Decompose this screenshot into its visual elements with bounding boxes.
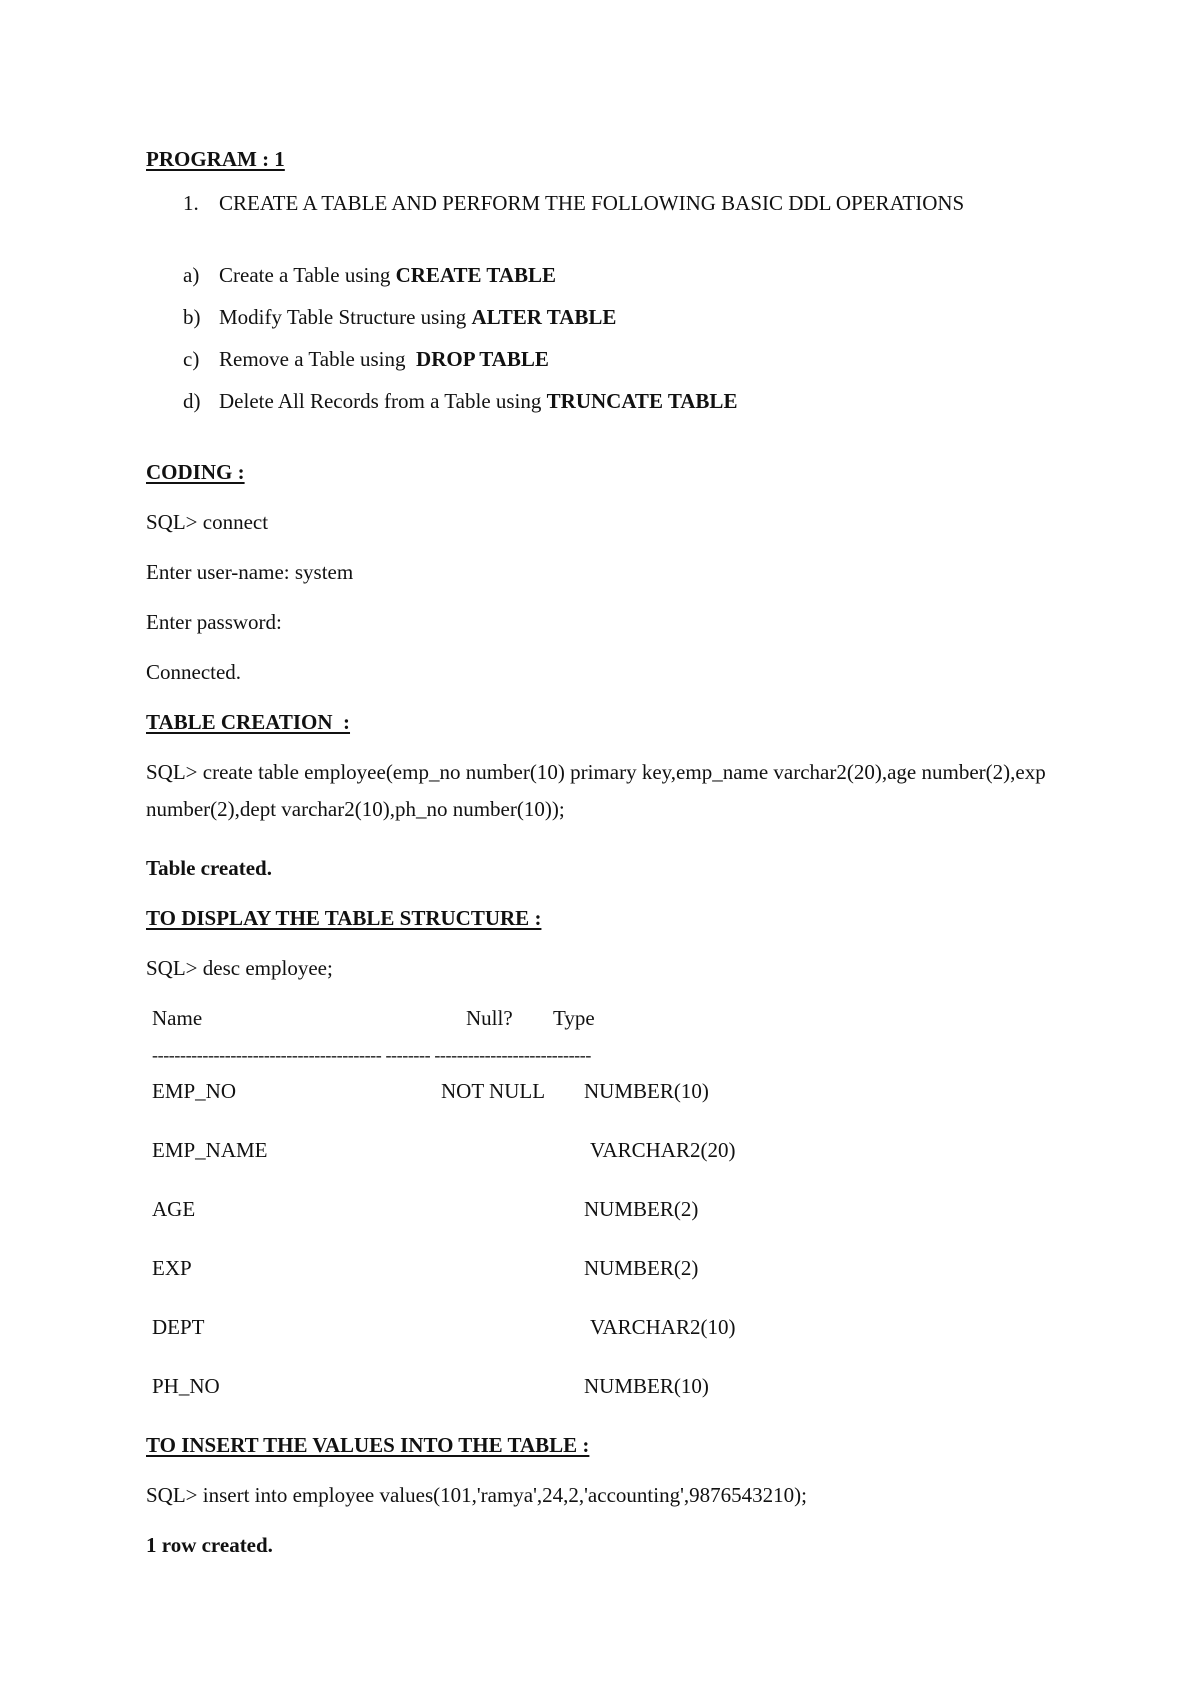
list-item-keyword: ALTER TABLE [471,305,617,329]
task-number: 1. [183,191,199,215]
code-line: SQL> connect [146,510,269,534]
table-row-name: EMP_NAME [152,1138,268,1162]
list-item [219,262,556,288]
col-header-name: Name [152,1006,203,1030]
code-line: Enter password: [146,610,282,634]
table-row-type: NUMBER(10) [584,1374,709,1398]
list-item [219,346,549,372]
table-creation-heading: TABLE CREATION : [146,710,351,734]
list-item-marker: d) [183,389,201,413]
list-item-text: Create a Table using [219,263,396,287]
list-item [219,388,737,414]
list-item-keyword: CREATE TABLE [395,263,557,287]
insert-result: 1 row created. [146,1533,273,1557]
table-row-name: EMP_NO [152,1079,237,1103]
list-item [219,304,616,330]
insert-command: SQL> insert into employee values(101,'ramya',24,2,'accounting',9876543210); [146,1483,807,1507]
table-row-type: NUMBER(2) [584,1197,699,1221]
list-item-text: Modify Table Structure using [219,305,472,329]
task-text: CREATE A TABLE AND PERFORM THE FOLLOWING BASIC DDL OPERATIONS [219,191,965,215]
list-item-marker: c) [183,347,200,371]
table-row-type: NUMBER(2) [584,1256,699,1280]
coding-heading: CODING : [146,460,245,484]
table-row-type: VARCHAR2(10) [590,1315,736,1339]
table-row-type: NUMBER(10) [584,1079,709,1103]
table-row-name: PH_NO [152,1374,220,1398]
table-row-name: DEPT [152,1315,205,1339]
table-row-name: AGE [152,1197,196,1221]
separator-line: ----------------------------------------- -------- ---------------------------- [152,1045,591,1065]
list-item-text: Remove a Table using [219,347,417,371]
list-item-keyword: TRUNCATE TABLE [546,389,738,413]
create-result: Table created. [146,856,272,880]
col-header-null: Null? [466,1006,513,1030]
create-sql-line-1: SQL> create table employee(emp_no number(10) primary key,emp_name varchar2(20),age number(2),exp [146,760,1046,784]
col-header-type: Type [553,1006,595,1030]
list-item-marker: b) [183,305,201,329]
create-sql-line-2: number(2),dept varchar2(10),ph_no number(10)); [146,797,565,821]
code-line: Connected. [146,660,242,684]
table-row-type: VARCHAR2(20) [590,1138,736,1162]
table-row-null: NOT NULL [441,1079,546,1103]
list-item-marker: a) [183,263,200,287]
program-title: PROGRAM : 1 [146,147,285,171]
list-item-text: Delete All Records from a Table using [219,389,547,413]
structure-heading: TO DISPLAY THE TABLE STRUCTURE : [146,906,542,930]
table-row-name: EXP [152,1256,192,1280]
code-line: Enter user-name: system [146,560,354,584]
list-item-keyword: DROP TABLE [416,347,549,371]
desc-command: SQL> desc employee; [146,956,333,980]
insert-heading: TO INSERT THE VALUES INTO THE TABLE : [146,1433,590,1457]
